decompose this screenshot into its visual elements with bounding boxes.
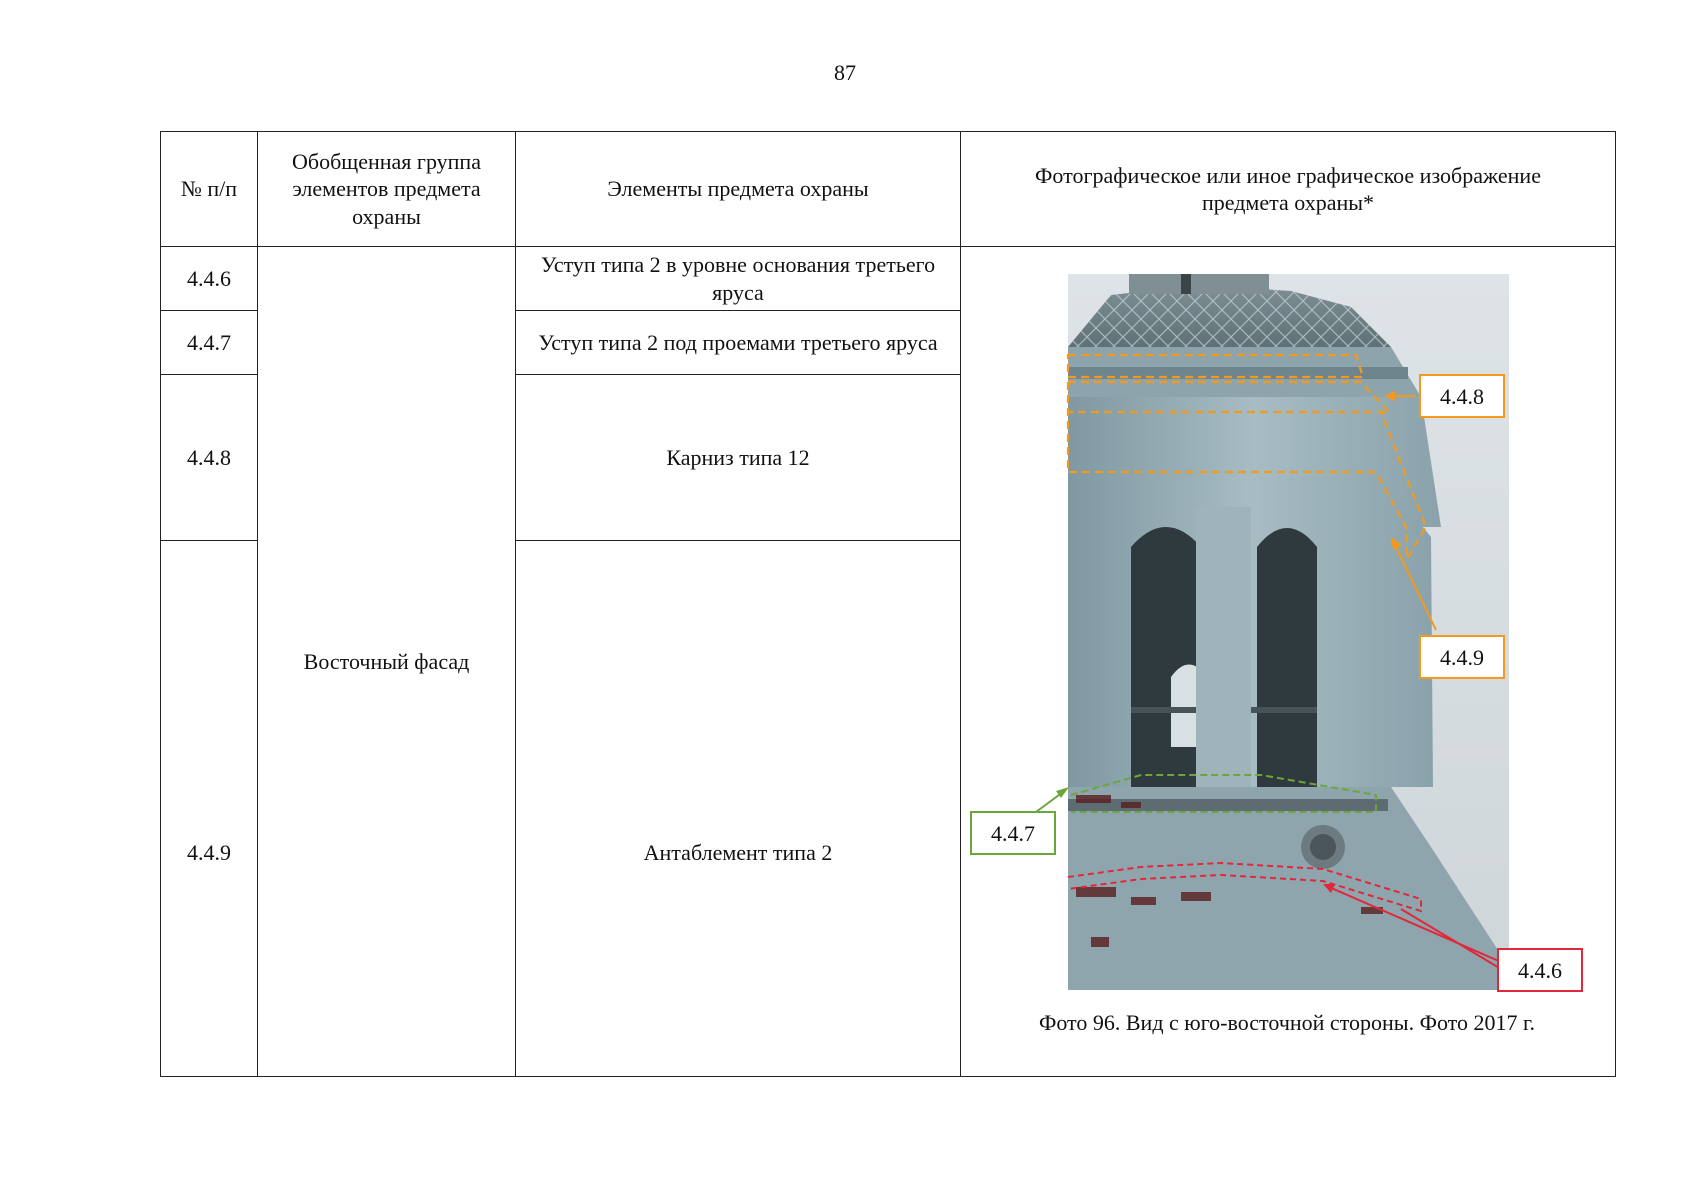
- header-row: [161, 132, 1616, 247]
- photo-cell: [961, 247, 1616, 1077]
- photo-caption: Фото 96. Вид с юго-восточной стороны. Фото 2017 г.: [1038, 1010, 1536, 1035]
- header-group: Обобщенная группа элементов предмета охраны: [258, 132, 516, 247]
- protection-table: [160, 131, 1616, 1077]
- row-number: 4.4.6: [161, 247, 258, 311]
- row-element: Карниз типа 12: [516, 375, 961, 541]
- row-element: Уступ типа 2 под проемами третьего яруса: [516, 311, 961, 375]
- label-446: [1498, 949, 1582, 991]
- label-449: [1420, 636, 1504, 678]
- header-image: Фотографическое или иное графическое изображение предмета охраны*: [961, 132, 1616, 247]
- row-element: Уступ типа 2 в уровне основания третьего яруса: [516, 247, 961, 311]
- svg-text:4.4.9: 4.4.9: [1440, 645, 1484, 670]
- bell-tower-photo: [961, 247, 1613, 1073]
- header-number: № п/п: [161, 132, 258, 247]
- table-row: [161, 247, 1616, 311]
- svg-text:4.4.7: 4.4.7: [991, 821, 1035, 846]
- svg-text:4.4.8: 4.4.8: [1440, 384, 1484, 409]
- header-elements: Элементы предмета охраны: [516, 132, 961, 247]
- page-number: 87: [834, 60, 856, 85]
- row-number: 4.4.8: [161, 375, 258, 541]
- row-number: 4.4.7: [161, 311, 258, 375]
- row-element: Антаблемент типа 2: [516, 541, 961, 1077]
- label-448: [1420, 375, 1504, 417]
- svg-text:4.4.6: 4.4.6: [1518, 958, 1562, 983]
- label-447: [971, 812, 1055, 854]
- group-cell: Восточный фасад: [258, 247, 516, 1077]
- row-number: 4.4.9: [161, 541, 258, 1077]
- photo-figure: [961, 247, 1613, 1073]
